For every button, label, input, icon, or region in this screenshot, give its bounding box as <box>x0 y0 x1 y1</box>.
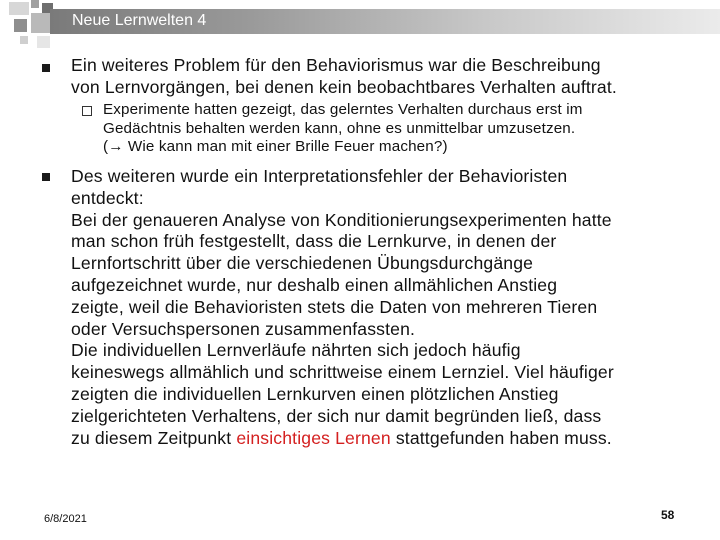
text-line: Des weiteren wurde ein Interpretationsfehler der Behavioristen <box>71 166 568 186</box>
text-line: Die individuellen Lernverläufe nährten sich jedoch häufig <box>71 340 521 361</box>
bullet-1-text <box>71 55 617 99</box>
text-line: von Lernvorgängen, bei denen kein beobachtbares Verhalten auftrat. <box>71 76 617 97</box>
bullet-2-text <box>71 166 614 449</box>
text-line: oder Versuchspersonen zusammenfassten. <box>71 318 416 339</box>
bullet-marker <box>42 64 50 72</box>
page-number: 58 <box>661 508 675 522</box>
highlighted-term: einsichtiges Lernen <box>236 427 391 448</box>
slide-title: Neue Lernwelten 4 <box>72 12 207 29</box>
text-line: zeigte, weil die Behavioristen stets die Daten von mehreren Tieren <box>71 296 598 317</box>
text-line: keineswegs allmählich und schrittweise einem Lernziel. Viel häufiger <box>71 362 614 383</box>
text-line: Lernfortschritt über die verschiedenen Übungsdurchgänge <box>71 253 534 274</box>
text-line: Experimente hatten gezeigt, das gelerntes Verhalten durchaus erst im <box>103 101 583 118</box>
text-line: Ein weiteres Problem für den Behaviorismus war die Beschreibung <box>71 55 601 75</box>
sub-bullet-marker <box>82 106 92 116</box>
text-line: entdeckt: <box>71 187 144 208</box>
text-after-highlight: stattgefunden haben muss. <box>390 427 612 448</box>
text-line: Bei der genaueren Analyse von Konditionierungsexperimenten hatte <box>71 209 612 230</box>
footer-date: 6/8/2021 <box>44 513 87 525</box>
bullet-marker <box>42 173 50 181</box>
text-line: man schon früh festgestellt, dass die Lernkurve, in denen der <box>71 231 557 252</box>
sub-bullet-text <box>103 101 583 157</box>
text-line-final <box>71 428 614 450</box>
text-line: aufgezeichnet wurde, nur deshalb einen allmählichen Anstieg <box>71 274 558 295</box>
text-before-highlight: zu diesem Zeitpunkt <box>71 427 237 448</box>
text-line: Gedächtnis behalten werden kann, ohne es unmittelbar umzusetzen. <box>103 119 576 137</box>
text-line: zielgerichteten Verhaltens, der sich nur damit begründen ließ, dass <box>71 405 602 426</box>
text-line: (→ Wie kann man mit einer Brille Feuer machen?) <box>103 138 448 156</box>
text-line: zeigten die individuellen Lernkurven einen plötzlichen Anstieg <box>71 383 559 404</box>
